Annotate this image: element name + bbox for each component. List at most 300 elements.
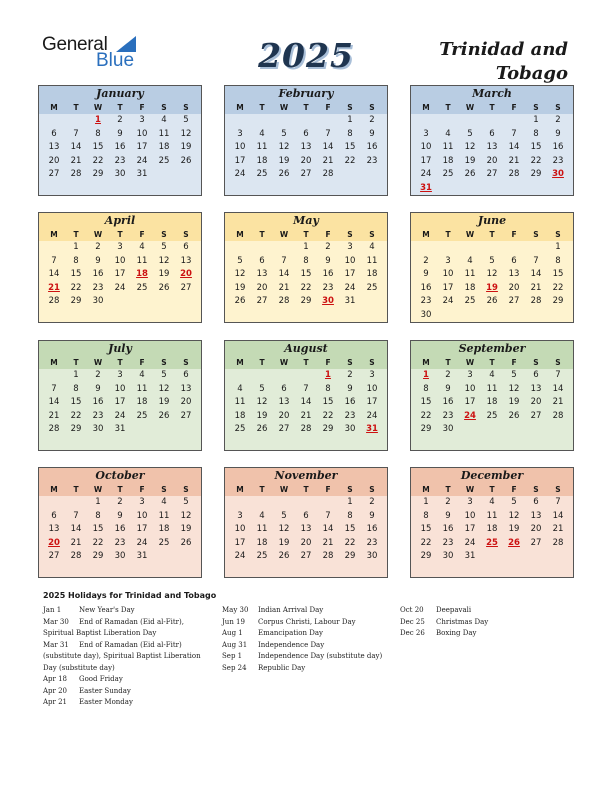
day-cell: 7 [73, 128, 79, 139]
day-cell: 10 [344, 255, 356, 266]
day-cell: 3 [117, 370, 123, 380]
day-cell: 27 [530, 537, 542, 548]
day-cell: 25 [136, 282, 148, 293]
day-cell: 5 [281, 510, 287, 521]
weekday-label: T [303, 103, 309, 112]
day-cell: 7 [325, 510, 331, 521]
day-cell [437, 182, 459, 196]
day-cell: 18 [486, 397, 498, 408]
week-row [39, 383, 201, 397]
weekday-label: T [303, 485, 309, 494]
logo-triangle-icon [116, 36, 136, 52]
day-cell: 7 [511, 128, 517, 139]
week-row [411, 141, 573, 155]
day-cell: 23 [366, 155, 378, 166]
month-june [410, 212, 574, 323]
day-cell: 7 [555, 497, 561, 507]
day-cell: 1 [423, 497, 429, 507]
day-cell: 12 [486, 269, 498, 280]
day-cell: 30 [442, 551, 454, 562]
weekday-label: T [73, 230, 79, 239]
holiday-name: New Year's Day [79, 606, 135, 614]
holiday-day: 26 [508, 537, 520, 548]
day-cell: 19 [278, 537, 290, 548]
week-row [225, 550, 387, 564]
week-row [411, 523, 573, 537]
day-cell: 6 [281, 383, 287, 394]
weekday-label: T [445, 103, 451, 112]
day-cell: 1 [347, 497, 353, 507]
day-cell: 31 [344, 296, 356, 307]
day-cell: 2 [95, 242, 101, 252]
holiday-entry [222, 617, 382, 629]
day-cell: 14 [552, 510, 564, 521]
week-row [225, 423, 387, 437]
weekday-label: M [236, 103, 244, 112]
weekday-header [411, 484, 573, 496]
day-cell: 3 [445, 255, 451, 266]
day-cell [65, 496, 87, 510]
day-cell: 24 [366, 410, 378, 421]
day-cell: 24 [234, 169, 246, 180]
weekday-label: S [183, 485, 189, 494]
week-row [225, 268, 387, 282]
day-cell: 17 [442, 282, 454, 293]
day-cell: 28 [552, 537, 564, 548]
day-cell: 21 [508, 155, 520, 166]
day-cell [503, 114, 525, 128]
weekday-label: W [279, 103, 289, 112]
holiday-entry [43, 686, 201, 698]
month-name: March [411, 86, 573, 102]
week-row [225, 523, 387, 537]
day-cell: 15 [92, 524, 104, 535]
day-cell [459, 114, 481, 128]
day-cell: 11 [158, 510, 170, 521]
day-cell: 10 [234, 142, 246, 153]
day-cell: 12 [508, 510, 520, 521]
day-cell: 20 [300, 537, 312, 548]
day-cell: 24 [344, 282, 356, 293]
day-cell: 14 [322, 142, 334, 153]
month-february [224, 85, 388, 196]
weekday-label: F [511, 358, 517, 367]
day-cell: 16 [442, 524, 454, 535]
day-cell: 2 [117, 497, 123, 507]
holiday-day: 25 [486, 537, 498, 548]
day-cell [525, 182, 547, 196]
week-row [225, 168, 387, 182]
day-cell: 11 [158, 128, 170, 139]
week-row [39, 268, 201, 282]
day-cell: 18 [256, 155, 268, 166]
day-cell: 1 [95, 497, 101, 507]
day-cell: 4 [259, 510, 265, 521]
day-cell: 16 [366, 142, 378, 153]
day-cell: 9 [117, 128, 123, 139]
day-cell: 10 [442, 269, 454, 280]
day-cell: 4 [161, 115, 167, 125]
day-cell: 20 [48, 155, 60, 166]
day-cell: 21 [322, 537, 334, 548]
day-cell: 8 [423, 383, 429, 394]
day-cell: 15 [322, 397, 334, 408]
holiday-entry [222, 651, 382, 663]
day-cell: 13 [278, 397, 290, 408]
day-cell: 12 [158, 383, 170, 394]
day-cell: 15 [70, 269, 82, 280]
day-cell: 18 [136, 397, 148, 408]
holiday-name: Emancipation Day [258, 629, 323, 637]
day-cell: 26 [278, 551, 290, 562]
day-cell [547, 182, 569, 196]
day-cell: 24 [420, 169, 432, 180]
month-may [224, 212, 388, 323]
holiday-entry [222, 663, 382, 675]
holiday-name: Independence Day [258, 640, 325, 649]
day-cell: 28 [530, 296, 542, 307]
day-cell: 15 [420, 397, 432, 408]
day-cell: 19 [158, 269, 170, 280]
day-cell: 7 [555, 370, 561, 380]
weekday-header [39, 484, 201, 496]
weekday-label: W [279, 358, 289, 367]
weekday-label: T [117, 103, 123, 112]
day-cell: 16 [92, 397, 104, 408]
day-cell: 8 [325, 383, 331, 394]
day-cell: 20 [530, 397, 542, 408]
weekday-label: F [511, 485, 517, 494]
day-cell [503, 182, 525, 196]
day-cell: 20 [180, 397, 192, 408]
holiday-name: Indian Arrival Day [258, 606, 324, 614]
day-cell: 7 [51, 255, 57, 266]
day-cell: 10 [420, 142, 432, 153]
day-cell: 16 [322, 269, 334, 280]
day-cell: 9 [369, 510, 375, 521]
day-cell: 3 [369, 370, 375, 380]
day-cell: 22 [300, 282, 312, 293]
weekday-label: S [533, 103, 539, 112]
day-cell: 30 [366, 551, 378, 562]
weekday-header [225, 357, 387, 369]
day-cell: 11 [256, 524, 268, 535]
holiday-date: Sep 24 [222, 663, 247, 672]
day-cell [525, 550, 547, 564]
day-cell: 25 [256, 169, 268, 180]
week-row [411, 168, 573, 182]
weekday-label: M [50, 103, 58, 112]
holiday-date: Aug 31 [222, 640, 248, 649]
week-row [39, 295, 201, 309]
holiday-entry [43, 617, 201, 629]
weekday-label: T [259, 230, 265, 239]
day-cell: 12 [278, 142, 290, 153]
week-row [39, 114, 201, 128]
day-cell [437, 114, 459, 128]
day-cell: 7 [533, 255, 539, 266]
day-cell: 13 [530, 383, 542, 394]
day-cell: 1 [555, 242, 561, 252]
week-row [225, 128, 387, 142]
day-cell: 5 [161, 242, 167, 252]
weekday-header [39, 229, 201, 241]
day-cell: 28 [278, 296, 290, 307]
day-cell [503, 241, 525, 255]
day-cell: 23 [322, 282, 334, 293]
day-cell: 11 [366, 255, 378, 266]
weekday-label: F [325, 103, 331, 112]
week-row [225, 410, 387, 424]
week-row [225, 295, 387, 309]
day-cell: 6 [183, 370, 189, 380]
week-row [225, 255, 387, 269]
weekday-label: M [422, 230, 430, 239]
day-cell: 13 [486, 142, 498, 153]
holiday-date: Apr 20 [43, 686, 68, 695]
day-cell [175, 550, 197, 564]
holiday-date: Sep 1 [222, 652, 243, 660]
day-cell: 26 [158, 410, 170, 421]
day-cell: 5 [489, 255, 495, 266]
day-cell: 16 [344, 397, 356, 408]
day-cell: 2 [325, 242, 331, 252]
weekday-header [225, 484, 387, 496]
day-cell: 30 [92, 424, 104, 435]
weekday-label: T [117, 230, 123, 239]
holidays-title: 2025 Holidays for Trinidad and Tobago [43, 591, 217, 600]
day-cell: 15 [300, 269, 312, 280]
day-cell: 31 [136, 551, 148, 562]
day-cell [481, 309, 503, 323]
day-cell: 9 [325, 255, 331, 266]
week-row [225, 383, 387, 397]
day-cell: 27 [48, 551, 60, 562]
day-cell: 5 [511, 497, 517, 507]
weekday-label: W [465, 103, 475, 112]
day-cell [481, 182, 503, 196]
day-cell: 8 [533, 128, 539, 139]
weekday-label: F [511, 103, 517, 112]
day-cell: 21 [322, 155, 334, 166]
day-cell: 6 [533, 370, 539, 380]
week-row [411, 241, 573, 255]
week-row [411, 182, 573, 196]
day-cell: 24 [136, 155, 148, 166]
day-cell: 30 [420, 309, 432, 320]
day-cell: 9 [95, 383, 101, 394]
week-row [411, 128, 573, 142]
weekday-label: W [465, 230, 475, 239]
day-cell: 9 [423, 269, 429, 280]
day-cell [317, 496, 339, 510]
day-cell: 12 [508, 383, 520, 394]
day-cell: 17 [136, 142, 148, 153]
day-cell: 25 [158, 537, 170, 548]
day-cell: 18 [158, 142, 170, 153]
day-cell [503, 309, 525, 323]
day-cell: 14 [278, 269, 290, 280]
holiday-entry [43, 697, 201, 709]
weekday-label: S [533, 230, 539, 239]
day-cell: 3 [139, 115, 145, 125]
day-cell: 8 [555, 255, 561, 266]
day-cell: 29 [530, 169, 542, 180]
day-cell [481, 423, 503, 437]
day-cell: 25 [464, 296, 476, 307]
week-row [411, 423, 573, 437]
day-cell: 26 [278, 169, 290, 180]
weekday-label: M [422, 103, 430, 112]
day-cell: 18 [464, 282, 476, 293]
day-cell: 24 [136, 537, 148, 548]
weekday-label: S [183, 358, 189, 367]
day-cell: 13 [508, 269, 520, 280]
day-cell [109, 295, 131, 309]
day-cell: 13 [48, 142, 60, 153]
weekday-label: S [183, 230, 189, 239]
month-july [38, 340, 202, 451]
weekday-label: M [236, 485, 244, 494]
day-cell: 17 [234, 537, 246, 548]
holiday-date: Dec 25 [400, 617, 425, 626]
day-cell: 9 [347, 383, 353, 394]
day-cell: 14 [508, 142, 520, 153]
day-cell: 14 [552, 383, 564, 394]
holiday-day: 18 [136, 269, 148, 280]
holiday-name: Corpus Christi, Labour Day [258, 617, 356, 626]
weekday-label: S [347, 230, 353, 239]
holiday-entry [222, 605, 382, 617]
day-cell: 26 [256, 424, 268, 435]
holiday-day: 19 [486, 282, 498, 293]
weekday-label: T [445, 230, 451, 239]
day-cell: 22 [92, 155, 104, 166]
day-cell: 3 [347, 242, 353, 252]
day-cell: 6 [303, 510, 309, 521]
day-cell: 11 [442, 142, 454, 153]
day-cell: 23 [442, 410, 454, 421]
holiday-day: 1 [423, 370, 429, 380]
day-cell: 14 [70, 524, 82, 535]
week-row [39, 537, 201, 551]
day-cell: 16 [420, 282, 432, 293]
day-cell: 5 [161, 370, 167, 380]
holiday-date: Dec 26 [400, 629, 425, 637]
day-cell: 19 [158, 397, 170, 408]
day-cell: 3 [467, 497, 473, 507]
weekday-label: T [259, 103, 265, 112]
day-cell: 29 [420, 424, 432, 435]
day-cell: 2 [347, 370, 353, 380]
day-cell: 24 [114, 282, 126, 293]
day-cell: 15 [92, 142, 104, 153]
weekday-header [411, 357, 573, 369]
day-cell: 10 [114, 383, 126, 394]
day-cell: 22 [322, 410, 334, 421]
weekday-label: S [369, 485, 375, 494]
week-row [39, 282, 201, 296]
week-row [39, 369, 201, 383]
day-cell: 31 [136, 169, 148, 180]
day-cell: 8 [73, 255, 79, 266]
day-cell [175, 168, 197, 182]
day-cell: 28 [48, 296, 60, 307]
day-cell: 27 [48, 169, 60, 180]
day-cell: 11 [136, 383, 148, 394]
day-cell: 29 [70, 296, 82, 307]
day-cell [459, 241, 481, 255]
week-row [411, 155, 573, 169]
day-cell: 13 [530, 510, 542, 521]
week-row [411, 383, 573, 397]
day-cell: 23 [114, 155, 126, 166]
weekday-label: M [50, 358, 58, 367]
day-cell: 17 [464, 524, 476, 535]
day-cell: 12 [278, 524, 290, 535]
holiday-day: 20 [180, 269, 192, 280]
day-cell: 12 [234, 269, 246, 280]
month-january [38, 85, 202, 196]
day-cell: 22 [70, 282, 82, 293]
country-line-2: Tobago [495, 63, 568, 84]
weekday-header [39, 102, 201, 114]
day-cell: 24 [442, 296, 454, 307]
day-cell: 19 [508, 524, 520, 535]
day-cell [153, 168, 175, 182]
day-cell: 7 [73, 510, 79, 521]
day-cell: 12 [180, 510, 192, 521]
day-cell: 28 [70, 551, 82, 562]
day-cell [459, 423, 481, 437]
holiday-entry [43, 674, 201, 686]
month-december [410, 467, 574, 578]
day-cell: 10 [464, 383, 476, 394]
holiday-entry [43, 663, 201, 675]
weekday-label: M [236, 230, 244, 239]
day-cell: 2 [423, 255, 429, 266]
day-cell: 28 [300, 424, 312, 435]
day-cell [131, 423, 153, 437]
holiday-date: Apr 18 [43, 675, 68, 683]
day-cell: 19 [278, 155, 290, 166]
day-cell: 3 [423, 128, 429, 139]
day-cell [153, 295, 175, 309]
holiday-day: 21 [48, 282, 60, 293]
day-cell [295, 496, 317, 510]
day-cell: 1 [73, 370, 79, 380]
day-cell: 7 [303, 383, 309, 394]
holiday-name: Deepavali [436, 606, 472, 614]
month-october [38, 467, 202, 578]
day-cell: 26 [180, 537, 192, 548]
week-row [411, 410, 573, 424]
day-cell: 2 [95, 370, 101, 380]
day-cell [229, 369, 251, 383]
day-cell [273, 496, 295, 510]
day-cell: 3 [139, 497, 145, 507]
day-cell [525, 241, 547, 255]
weekday-label: T [117, 485, 123, 494]
week-row [225, 141, 387, 155]
weekday-label: S [347, 103, 353, 112]
day-cell: 24 [464, 537, 476, 548]
holiday-day: 30 [322, 296, 334, 307]
week-row [39, 523, 201, 537]
day-cell: 9 [117, 510, 123, 521]
weekday-header [411, 102, 573, 114]
day-cell [43, 496, 65, 510]
